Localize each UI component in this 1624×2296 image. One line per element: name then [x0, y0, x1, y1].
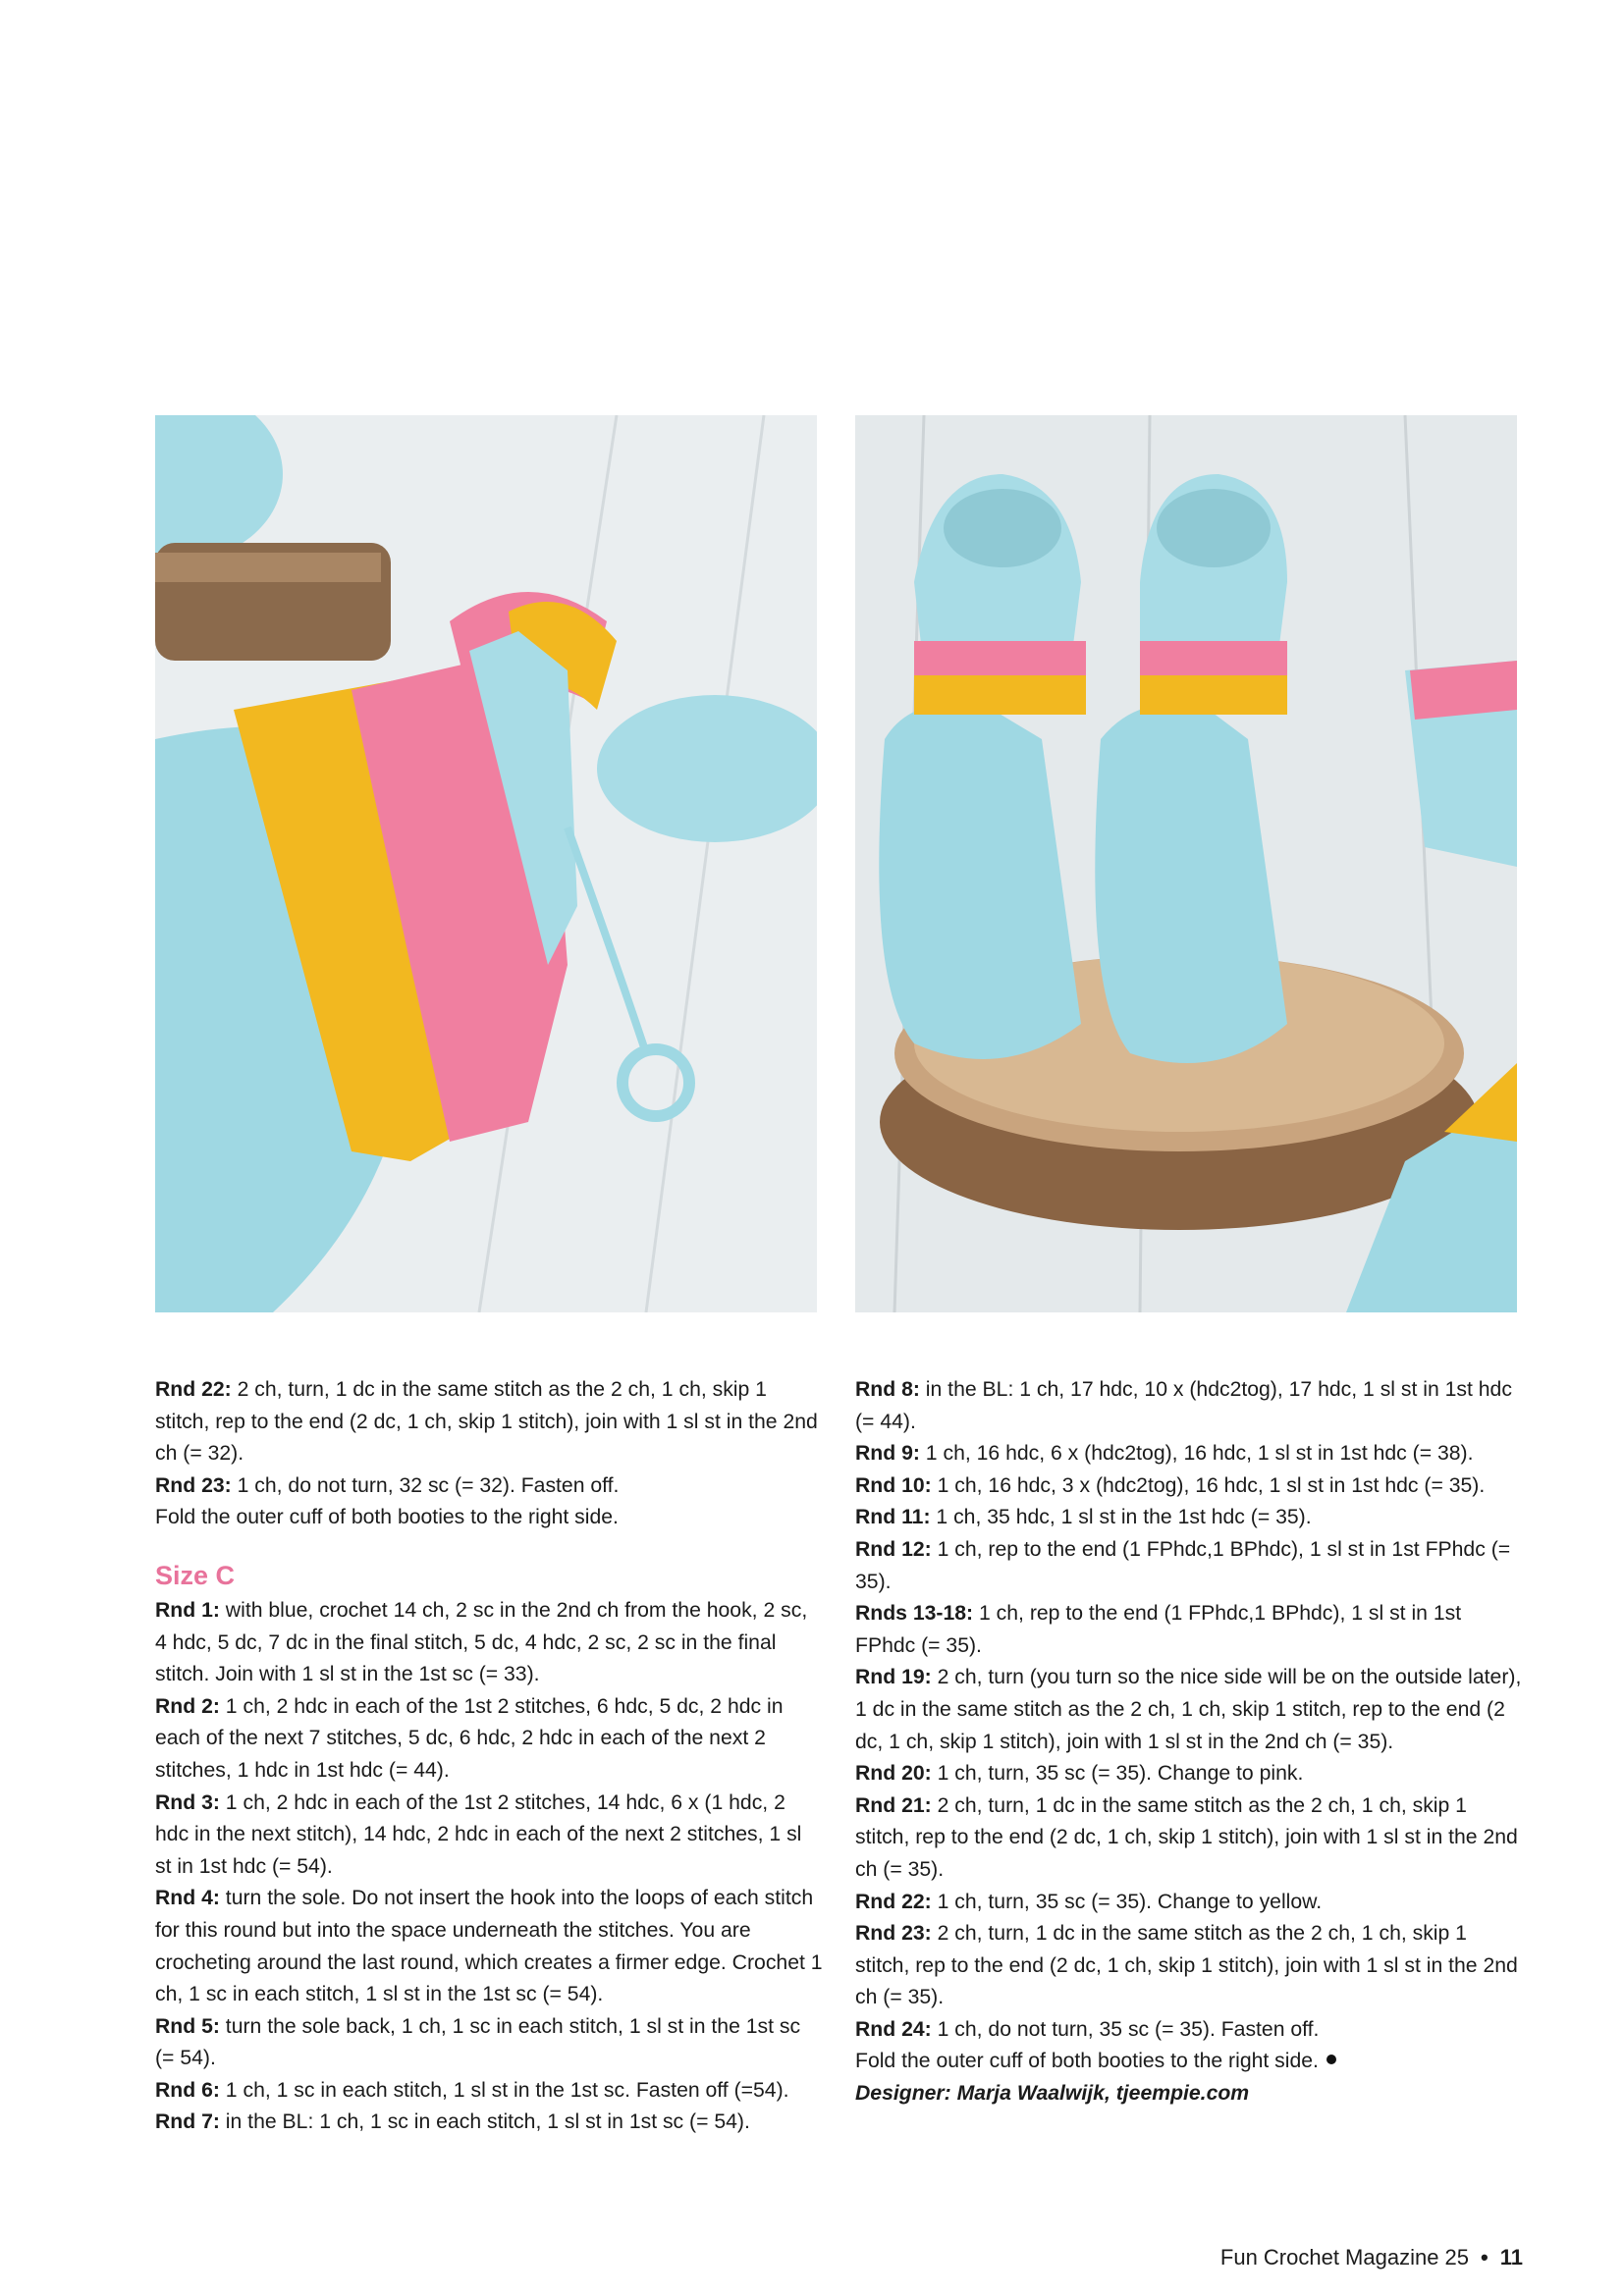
- instruction-round: [155, 1595, 823, 1691]
- round-text: turn the sole. Do not insert the hook into the loops of each stitch for this round but into the space underneath the stitches. You are crocheting around the last round, which creates a firmer edge. Crochet 1 ch, 1 sc in each stitch, 1 sl st in the 1st sc (= 54).: [155, 1887, 823, 2006]
- round-text: 1 ch, 16 hdc, 3 x (hdc2tog), 16 hdc, 1 sl st in 1st hdc (= 35).: [931, 1473, 1486, 1497]
- round-text: 2 ch, turn (you turn so the nice side will be on the outside later), 1 dc in the same stitch as the 2 ch, 1 ch, skip 1 stitch, rep to the end (2 dc, 1 ch, skip 1 stitch), join with 1 sl st in the 2nd ch (= 35).: [855, 1666, 1522, 1753]
- round-label: Rnd 10:: [855, 1473, 932, 1497]
- instructions-column-right: [855, 1374, 1523, 2110]
- round-label: Rnd 7:: [155, 2110, 220, 2134]
- round-label: Rnd 22:: [155, 1378, 232, 1401]
- round-text: 1 ch, rep to the end (1 FPhdc,1 BPhdc), 1 sl st in 1st FPhdc (= 35).: [855, 1537, 1511, 1593]
- round-text: turn the sole back, 1 ch, 1 sc in each stitch, 1 sl st in the 1st sc (= 54).: [155, 2014, 801, 2070]
- round-text: 1 ch, do not turn, 32 sc (= 32). Fasten off.: [231, 1473, 620, 1497]
- round-label: Rnds 13-18:: [855, 1602, 974, 1626]
- round-label: Rnd 21:: [855, 1793, 932, 1817]
- designer-credit: Designer: Marja Waalwijk, tjeempie.com: [855, 2082, 1250, 2106]
- round-label: Rnd 22:: [855, 1890, 932, 1913]
- instruction-round: [855, 1534, 1523, 1598]
- round-label: Rnd 5:: [155, 2014, 220, 2038]
- instruction-round: [855, 1598, 1523, 1662]
- magazine-title: Fun Crochet Magazine 25: [1219, 2245, 1470, 2269]
- round-label: Rnd 23:: [155, 1473, 232, 1497]
- round-text: 1 ch, rep to the end (1 FPhdc,1 BPhdc), 1 sl st in 1st FPhdc (= 35).: [855, 1602, 1462, 1657]
- instruction-round: [155, 2107, 823, 2139]
- round-label: Rnd 2:: [155, 1694, 220, 1718]
- page-number: 11: [1499, 2245, 1523, 2269]
- round-text: 2 ch, turn, 1 dc in the same stitch as the 2 ch, 1 ch, skip 1 stitch, rep to the end (2 dc, 1 ch, skip 1 stitch), join with 1 sl st in the 2nd ch (= 35).: [855, 1793, 1518, 1881]
- instruction-note: [855, 2046, 1523, 2078]
- page-footer: [1220, 2244, 1523, 2271]
- instruction-round: [155, 1470, 823, 1503]
- round-text: with blue, crochet 14 ch, 2 sc in the 2nd ch from the hook, 2 sc, 4 hdc, 5 dc, 7 dc in the final stitch, 5 dc, 4 hdc, 2 sc, 2 sc in the final stitch. Join with 1 sl st in the 1st sc (= 33).: [155, 1598, 808, 1686]
- instruction-round: [855, 1438, 1523, 1470]
- end-marker-icon: [1326, 2055, 1336, 2064]
- round-text: 1 ch, do not turn, 35 sc (= 35). Fasten off.: [931, 2017, 1320, 2041]
- round-label: Rnd 23:: [855, 1922, 932, 1946]
- instruction-round: [155, 1788, 823, 1884]
- instruction-round: [855, 1790, 1523, 1887]
- instruction-round: [855, 1470, 1523, 1503]
- instruction-round: [155, 1883, 823, 2010]
- round-label: Rnd 19:: [855, 1666, 932, 1689]
- round-text: in the BL: 1 ch, 1 sc in each stitch, 1 sl st in 1st sc (= 54).: [219, 2110, 750, 2134]
- round-label: Rnd 24:: [855, 2017, 932, 2041]
- instruction-round: [855, 1758, 1523, 1790]
- round-text: 1 ch, 1 sc in each stitch, 1 sl st in the 1st sc. Fasten off (=54).: [219, 2078, 789, 2102]
- round-text: 1 ch, 2 hdc in each of the 1st 2 stitches, 6 hdc, 5 dc, 2 hdc in each of the next 7 stitches, 5 dc, 6 hdc, 2 hdc in each of the next 2 stitches, 1 hdc in 1st hdc (= 44).: [155, 1694, 784, 1782]
- photo-left: [155, 415, 817, 1312]
- instruction-round: [155, 1691, 823, 1788]
- round-label: Rnd 4:: [155, 1887, 220, 1910]
- instruction-note: Fold the outer cuff of both booties to the right side.: [155, 1506, 619, 1529]
- instruction-round: [155, 2075, 823, 2108]
- round-label: Rnd 11:: [855, 1506, 931, 1529]
- round-text: 1 ch, 2 hdc in each of the 1st 2 stitches, 14 hdc, 6 x (1 hdc, 2 hdc in the next stitch), 14 hdc, 2 hdc in each of the next 2 stitches, 1 sl st in 1st hdc (= 54).: [155, 1790, 802, 1878]
- round-label: Rnd 6:: [155, 2078, 220, 2102]
- instruction-round: [155, 1374, 823, 1470]
- round-text: in the BL: 1 ch, 17 hdc, 10 x (hdc2tog), 17 hdc, 1 sl st in 1st hdc (= 44).: [855, 1378, 1512, 1433]
- instruction-round: [855, 1918, 1523, 2014]
- instruction-round: [855, 1662, 1523, 1758]
- photo-right: [855, 415, 1517, 1312]
- instruction-round: [855, 1887, 1523, 1919]
- round-label: Rnd 20:: [855, 1762, 932, 1786]
- instruction-round: [855, 1374, 1523, 1438]
- instructions-column-left: [155, 1374, 823, 2139]
- booties-pair-illustration: [855, 415, 1517, 1312]
- instruction-round: [855, 2014, 1523, 2047]
- round-label: Rnd 3:: [155, 1790, 220, 1814]
- round-label: Rnd 1:: [155, 1598, 220, 1622]
- round-text: 1 ch, 16 hdc, 6 x (hdc2tog), 16 hdc, 1 sl st in 1st hdc (= 38).: [919, 1442, 1474, 1466]
- instruction-round: [855, 1502, 1523, 1534]
- round-text: 2 ch, turn, 1 dc in the same stitch as the 2 ch, 1 ch, skip 1 stitch, rep to the end (2 dc, 1 ch, skip 1 stitch), join with 1 sl st in the 2nd ch (= 32).: [155, 1378, 818, 1466]
- bootie-closeup-illustration: [155, 415, 817, 1312]
- round-text: 1 ch, turn, 35 sc (= 35). Change to yellow.: [931, 1890, 1323, 1913]
- round-label: Rnd 8:: [855, 1378, 920, 1401]
- round-label: Rnd 12:: [855, 1537, 932, 1561]
- round-text: 1 ch, 35 hdc, 1 sl st in the 1st hdc (= 35).: [930, 1506, 1312, 1529]
- round-text: 1 ch, turn, 35 sc (= 35). Change to pink.: [931, 1762, 1304, 1786]
- section-heading: Size C: [155, 1560, 236, 1590]
- instruction-round: [155, 2011, 823, 2075]
- round-text: 2 ch, turn, 1 dc in the same stitch as the 2 ch, 1 ch, skip 1 stitch, rep to the end (2 dc, 1 ch, skip 1 stitch), join with 1 sl st in the 2nd ch (= 35).: [855, 1922, 1518, 2009]
- note-text: Fold the outer cuff of both booties to the right side.: [855, 2050, 1319, 2073]
- round-label: Rnd 9:: [855, 1442, 920, 1466]
- footer-bullet: •: [1481, 2245, 1489, 2269]
